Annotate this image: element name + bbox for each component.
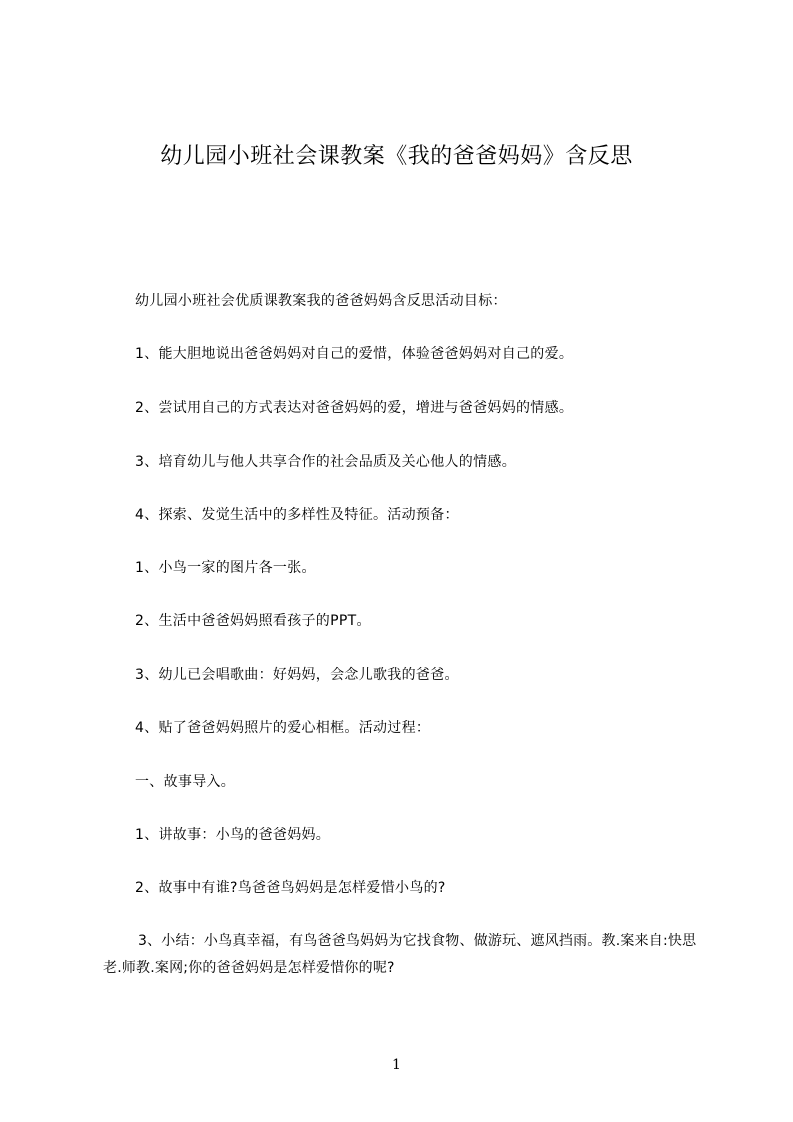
paragraph-process-3: 3、小结：小鸟真幸福，有鸟爸爸鸟妈妈为它找食物、做游玩、遮风挡雨。教.案来自:快思老.师教.案网;你的爸爸妈妈是怎样爱惜你的呢? [103, 933, 697, 976]
paragraph-prep-4: 4、贴了爸爸妈妈照片的爱心相框。活动过程： [135, 720, 431, 736]
page-number: 1 [392, 1057, 401, 1073]
paragraph-process-2: 2、故事中有谁?鸟爸爸鸟妈妈是怎样爱惜小鸟的? [135, 880, 446, 896]
paragraph-goal-2: 2、尝试用自己的方式表达对爸爸妈妈的爱，增进与爸爸妈妈的情感。 [135, 400, 574, 416]
paragraph-goal-3: 3、培育幼儿与他人共享合作的社会品质及关心他人的情感。 [135, 454, 517, 470]
paragraph-prep-2: 2、生活中爸爸妈妈照看孩子的PPT。 [135, 613, 371, 629]
paragraph-goal-4: 4、探索、发觉生活中的多样性及特征。活动预备： [135, 507, 459, 523]
paragraph-goal-1: 1、能大胆地说出爸爸妈妈对自己的爱惜，体验爸爸妈妈对自己的爱。 [135, 346, 574, 362]
paragraph-process-1: 1、讲故事：小鸟的爸爸妈妈。 [135, 827, 331, 843]
paragraph-intro: 幼儿园小班社会优质课教案我的爸爸妈妈含反思活动目标： [135, 293, 507, 309]
document-title: 幼儿园小班社会课教案《我的爸爸妈妈》含反思 [160, 144, 633, 169]
section-heading-story: 一、故事导入。 [135, 774, 236, 790]
paragraph-prep-3: 3、幼儿已会唱歌曲：好妈妈，会念儿歌我的爸爸。 [135, 667, 459, 683]
paragraph-prep-1: 1、小鸟一家的图片各一张。 [135, 560, 316, 576]
